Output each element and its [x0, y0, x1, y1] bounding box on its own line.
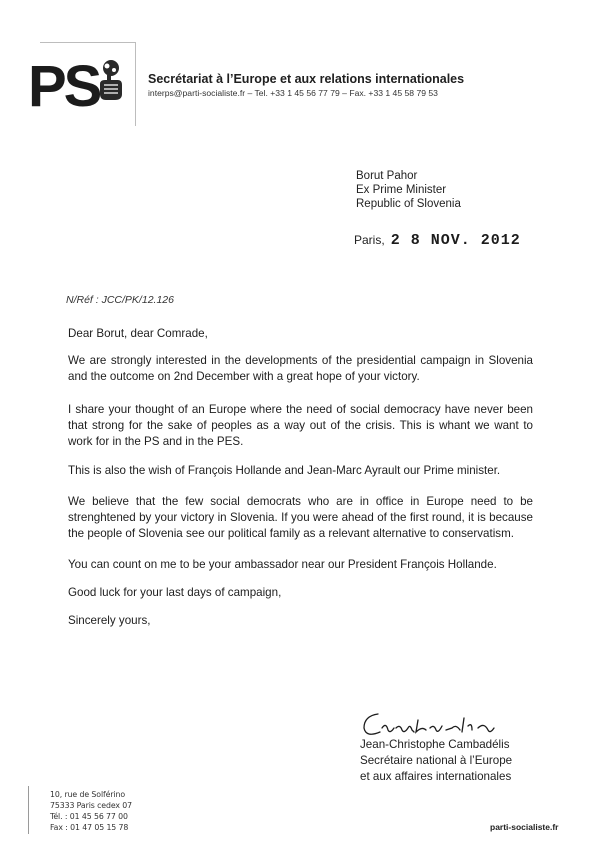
address-divider: [28, 786, 29, 834]
reference: N/Réf : JCC/PK/12.126: [66, 294, 174, 306]
address-city: 75333 Paris cedex 07: [50, 801, 133, 810]
org-title: Secrétariat à l’Europe et aux relations internationales: [148, 72, 465, 86]
date-line: [354, 232, 521, 249]
signatory-role-line1: Secrétaire national à l’Europe: [360, 754, 513, 767]
signatory-role-line2: et aux affaires internationales: [360, 770, 512, 783]
paragraph-3: This is also the wish of François Hollande and Jean-Marc Ayrault our Prime minister.: [68, 464, 501, 477]
paragraph-4: We believe that the few social democrats who are in office in Europe need to be strenghtened by your victory in Slovenia. If you were ahead of the first round, it is because the people of Slovenia see our political family as a relevant alternative to conservatism.: [68, 495, 533, 540]
fist-rose-icon: [94, 58, 128, 102]
org-contact: interps@parti-socialiste.fr – Tel. +33 1 45 56 77 79 – Fax. +33 1 45 58 79 53: [148, 88, 438, 98]
logo-frame-line: [40, 42, 136, 43]
address-fax: Fax : 01 47 05 15 78: [50, 823, 129, 832]
recipient-title: Ex Prime Minister: [356, 184, 447, 196]
paragraph-1: We are strongly interested in the developments of the presidential campaign in Slovenia and the outcome on 2nd December with a great hope of your victory.: [68, 354, 533, 383]
recipient-country: Republic of Slovenia: [356, 198, 461, 210]
address-tel: Tél. : 01 45 56 77 00: [50, 812, 128, 821]
paragraph-5: You can count on me to be your ambassador near our President François Hollande.: [68, 558, 497, 571]
logo-frame-line: [135, 42, 136, 126]
handwritten-signature: [360, 706, 530, 742]
closing: Sincerely yours,: [68, 614, 151, 627]
recipient-name: Borut Pahor: [356, 170, 418, 182]
salutation: Dear Borut, dear Comrade,: [68, 327, 208, 340]
ps-logo: PS: [28, 54, 100, 119]
address-street: 10, rue de Solférino: [50, 790, 126, 799]
website-link[interactable]: parti-socialiste.fr: [490, 822, 559, 832]
date-stamp: 2 8 NOV. 2012: [390, 232, 521, 249]
paragraph-2: I share your thought of an Europe where the need of social democracy have never been that strong for the sake of peoples as a way out of the crisis. This is whant we want to work for in the PS and in the PES.: [68, 403, 533, 448]
signatory-name: Jean-Christophe Cambadélis: [360, 738, 510, 751]
paragraph-6: Good luck for your last days of campaign,: [68, 586, 282, 599]
date-place: Paris,: [354, 233, 385, 247]
